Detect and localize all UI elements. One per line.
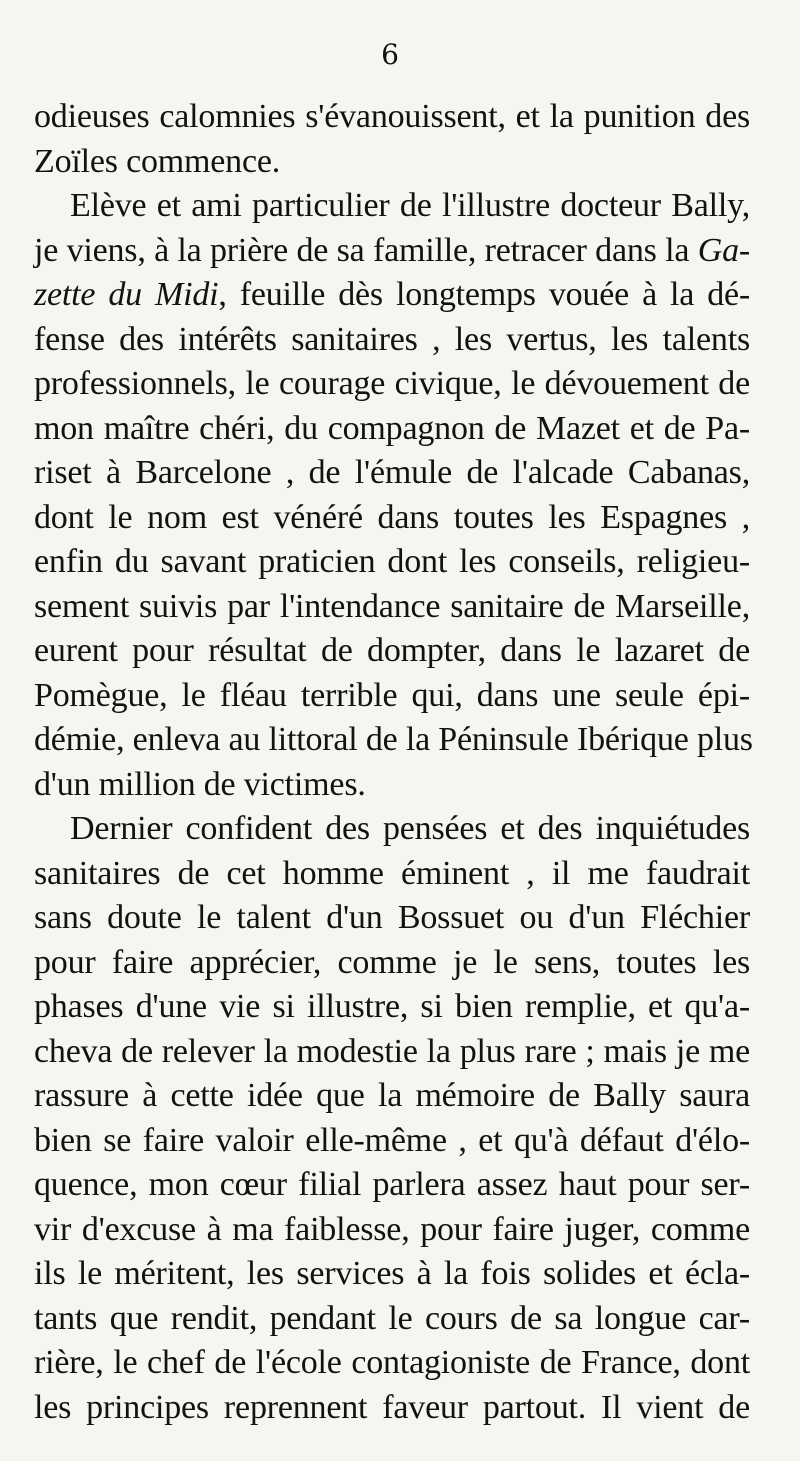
text-line: odieuses calomnies s'évanouissent, et la punition des	[34, 98, 750, 135]
text-line: fense des intérêts sanitaires , les vertus, les talents	[34, 320, 750, 358]
text-line: quence, mon cœur filial parlera assez haut pour ser-	[34, 1166, 750, 1203]
text-line: phases d'une vie si illustre, si bien remplie, et qu'a-	[34, 988, 750, 1025]
text-line: eurent pour résultat de dompter, dans le lazaret de	[34, 632, 750, 669]
text-line: professionnels, le courage civique, le dévouement de	[34, 365, 750, 402]
text-line: ils le méritent, les services à la fois solides et écla-	[34, 1255, 750, 1292]
text-line: pour faire apprécier, comme je le sens, toutes les	[34, 943, 750, 981]
text-line: les principes reprennent faveur partout. Il vient de	[34, 1388, 750, 1426]
text-line: sanitaires de cet homme éminent , il me faudrait	[34, 854, 750, 892]
text-line: vir d'excuse à ma faiblesse, pour faire juger, comme	[34, 1210, 750, 1248]
text-line: cheva de relever la modestie la plus rare ; mais je me	[34, 1032, 750, 1070]
text-line: sement suivis par l'intendance sanitaire de Marseille,	[34, 587, 750, 625]
text-line: je viens, à la prière de sa famille, retracer dans la Ga-	[34, 231, 750, 269]
journal-title-part: zette du Midi	[34, 276, 219, 313]
text-line: Elève et ami particulier de l'illustre docteur Bally,	[70, 187, 750, 224]
text-line: bien se faire valoir elle-même , et qu'à défaut d'élo-	[34, 1121, 750, 1159]
text-line: enfin du savant praticien dont les conseils, religieu-	[34, 543, 750, 580]
text-line: sans doute le talent d'un Bossuet ou d'un Fléchier	[34, 899, 750, 936]
text-line: rassure à cette idée que la mémoire de Bally saura	[34, 1077, 750, 1114]
text-line: rière, le chef de l'école contagioniste de France, dont	[34, 1344, 750, 1381]
text-line: zette du Midi, feuille dès longtemps vouée à la dé-	[34, 276, 751, 313]
text-line: démie, enleva au littoral de la Péninsule Ibérique plus	[34, 721, 753, 758]
text-line: Zoïles commence.	[34, 142, 281, 180]
text-line: d'un million de victimes.	[34, 765, 366, 803]
page-number: 6	[381, 38, 399, 71]
body-text	[34, 95, 753, 1430]
text-line: tants que rendit, pendant le cours de sa longue car-	[34, 1299, 750, 1337]
text-line: riset à Barcelone , de l'émule de l'alcade Cabanas,	[34, 454, 750, 491]
text-line: Dernier confident des pensées et des inquiétudes	[70, 810, 750, 847]
text-line: Pomègue, le fléau terrible qui, dans une seule épi-	[34, 676, 750, 714]
text-line: mon maître chéri, du compagnon de Mazet et de Pa-	[34, 409, 750, 447]
text-line: dont le nom est vénéré dans toutes les Espagnes ,	[34, 498, 750, 536]
journal-title-part: Ga-	[697, 231, 750, 269]
